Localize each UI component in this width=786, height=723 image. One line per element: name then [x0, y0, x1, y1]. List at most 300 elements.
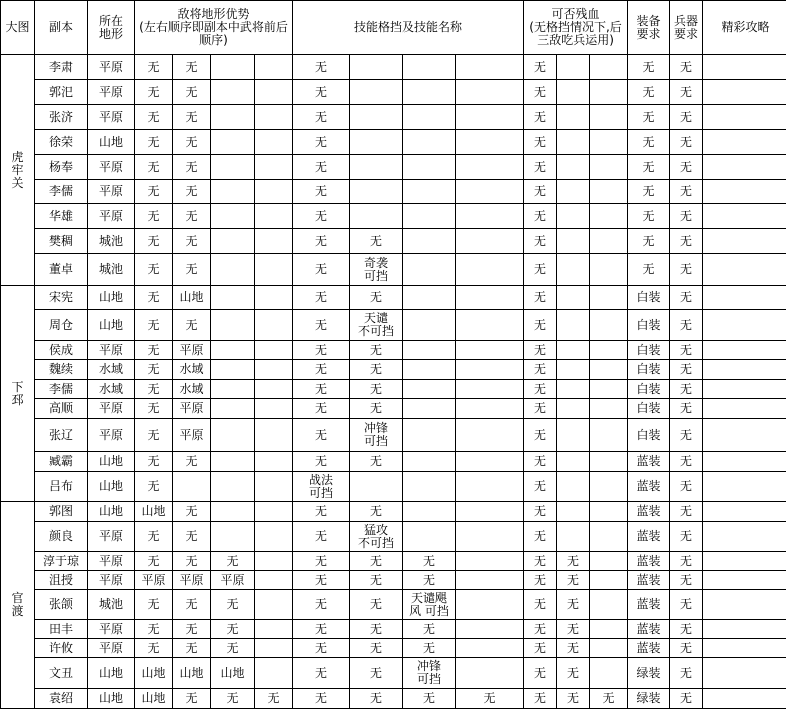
instance-name: 沮授 [35, 571, 88, 590]
enemy-terrain-cell [255, 286, 293, 310]
residual-cell [557, 180, 590, 204]
instance-terrain: 山地 [88, 452, 135, 472]
instance-name: 郭汜 [35, 80, 88, 105]
header-residual: 可否残血 (无格挡情况下,后三敌吃兵运用) [524, 1, 628, 55]
skill-cell: 猛攻 不可挡 [350, 522, 403, 552]
strategy-cell [703, 180, 786, 204]
skill-cell: 无 [293, 552, 350, 571]
enemy-terrain-cell: 山地 [211, 658, 255, 689]
enemy-terrain-cell: 无 [135, 552, 173, 571]
skill-cell [403, 229, 456, 254]
enemy-terrain-cell [211, 80, 255, 105]
residual-cell [590, 105, 628, 130]
skill-cell: 无 [350, 341, 403, 360]
skill-cell [456, 204, 524, 229]
equipment-cell: 蓝装 [628, 552, 670, 571]
skill-cell: 冲锋 可挡 [350, 419, 403, 452]
table-row [1, 204, 786, 229]
skill-cell: 无 [293, 502, 350, 522]
residual-cell: 无 [557, 590, 590, 620]
table-row [1, 522, 786, 552]
weapon-cell: 无 [670, 229, 703, 254]
residual-cell [557, 310, 590, 341]
instance-terrain: 平原 [88, 552, 135, 571]
residual-cell: 无 [557, 658, 590, 689]
weapon-cell: 无 [670, 180, 703, 204]
skill-cell: 冲锋 可挡 [403, 658, 456, 689]
residual-cell: 无 [524, 180, 557, 204]
skill-cell: 无 [293, 286, 350, 310]
residual-cell: 无 [557, 620, 590, 639]
enemy-terrain-cell [255, 310, 293, 341]
enemy-terrain-cell: 无 [135, 472, 173, 502]
enemy-terrain-cell: 平原 [211, 571, 255, 590]
residual-cell: 无 [524, 590, 557, 620]
enemy-terrain-cell [211, 419, 255, 452]
enemy-terrain-cell: 无 [173, 689, 211, 709]
residual-cell: 无 [524, 502, 557, 522]
enemy-terrain-cell [255, 552, 293, 571]
skill-cell [456, 552, 524, 571]
residual-cell: 无 [557, 639, 590, 658]
skill-cell [403, 341, 456, 360]
equipment-cell: 白装 [628, 286, 670, 310]
weapon-cell: 无 [670, 310, 703, 341]
enemy-terrain-cell [255, 658, 293, 689]
residual-cell: 无 [524, 419, 557, 452]
weapon-cell: 无 [670, 552, 703, 571]
skill-cell [456, 590, 524, 620]
instance-terrain: 平原 [88, 55, 135, 80]
instance-name: 袁绍 [35, 689, 88, 709]
residual-cell: 无 [524, 472, 557, 502]
residual-cell [590, 452, 628, 472]
enemy-terrain-cell: 无 [135, 639, 173, 658]
enemy-terrain-cell: 山地 [135, 502, 173, 522]
instance-name: 杨奉 [35, 155, 88, 180]
residual-cell [557, 380, 590, 399]
instance-name: 臧霸 [35, 452, 88, 472]
enemy-terrain-cell: 无 [173, 452, 211, 472]
skill-cell [403, 204, 456, 229]
table-row [1, 229, 786, 254]
enemy-terrain-cell [211, 130, 255, 155]
equipment-cell: 蓝装 [628, 590, 670, 620]
instance-name: 侯成 [35, 341, 88, 360]
enemy-terrain-cell: 无 [173, 204, 211, 229]
equipment-cell: 白装 [628, 380, 670, 399]
instance-terrain: 山地 [88, 502, 135, 522]
skill-cell [350, 472, 403, 502]
enemy-terrain-cell [211, 105, 255, 130]
enemy-terrain-cell [211, 360, 255, 380]
strategy-cell [703, 341, 786, 360]
enemy-terrain-cell: 山地 [173, 658, 211, 689]
enemy-terrain-cell: 无 [173, 155, 211, 180]
table-row [1, 254, 786, 286]
enemy-terrain-cell [211, 522, 255, 552]
residual-cell [557, 130, 590, 155]
residual-cell [590, 620, 628, 639]
residual-cell [590, 522, 628, 552]
strategy-cell [703, 639, 786, 658]
instance-name: 淳于琼 [35, 552, 88, 571]
skill-cell [403, 80, 456, 105]
header-region: 大图 [1, 1, 35, 55]
skill-cell: 无 [403, 689, 456, 709]
skill-cell: 天谴飓 风 可挡 [403, 590, 456, 620]
instance-terrain: 山地 [88, 130, 135, 155]
skill-cell [456, 472, 524, 502]
instance-name: 徐荣 [35, 130, 88, 155]
skill-cell: 无 [293, 590, 350, 620]
enemy-terrain-cell [211, 229, 255, 254]
skill-cell [456, 571, 524, 590]
strategy-cell [703, 399, 786, 419]
weapon-cell: 无 [670, 105, 703, 130]
skill-cell [403, 286, 456, 310]
table-row [1, 341, 786, 360]
table-row [1, 502, 786, 522]
residual-cell [557, 502, 590, 522]
instance-name: 樊稠 [35, 229, 88, 254]
enemy-terrain-cell [255, 399, 293, 419]
residual-cell [590, 399, 628, 419]
enemy-terrain-cell [255, 180, 293, 204]
skill-cell: 无 [350, 229, 403, 254]
residual-cell [590, 204, 628, 229]
enemy-terrain-cell [211, 380, 255, 399]
residual-cell [557, 472, 590, 502]
skill-cell: 无 [350, 360, 403, 380]
enemy-terrain-cell [211, 310, 255, 341]
weapon-cell: 无 [670, 55, 703, 80]
table-row [1, 689, 786, 709]
residual-cell: 无 [524, 571, 557, 590]
weapon-cell: 无 [670, 204, 703, 229]
enemy-terrain-cell: 无 [135, 399, 173, 419]
header-equipment: 装备 要求 [628, 1, 670, 55]
equipment-cell: 绿装 [628, 658, 670, 689]
instance-name: 董卓 [35, 254, 88, 286]
strategy-cell [703, 310, 786, 341]
instance-name: 李儒 [35, 180, 88, 204]
weapon-cell: 无 [670, 658, 703, 689]
residual-cell: 无 [557, 552, 590, 571]
enemy-terrain-cell: 无 [135, 55, 173, 80]
equipment-cell: 无 [628, 105, 670, 130]
instance-terrain: 山地 [88, 310, 135, 341]
weapon-cell: 无 [670, 571, 703, 590]
enemy-terrain-cell: 无 [173, 590, 211, 620]
enemy-terrain-cell [255, 55, 293, 80]
skill-cell [403, 452, 456, 472]
residual-cell [590, 571, 628, 590]
skill-cell: 无 [350, 689, 403, 709]
instance-terrain: 平原 [88, 105, 135, 130]
enemy-terrain-cell: 无 [135, 130, 173, 155]
skill-cell [403, 105, 456, 130]
skill-cell [403, 180, 456, 204]
skill-cell: 无 [293, 399, 350, 419]
strategy-cell [703, 452, 786, 472]
enemy-terrain-cell [255, 502, 293, 522]
skill-cell [456, 180, 524, 204]
residual-cell [557, 452, 590, 472]
skill-cell [456, 310, 524, 341]
weapon-cell: 无 [670, 689, 703, 709]
enemy-terrain-cell: 无 [135, 522, 173, 552]
residual-cell: 无 [524, 658, 557, 689]
enemy-terrain-cell [255, 419, 293, 452]
skill-cell [403, 155, 456, 180]
enemy-terrain-cell: 平原 [173, 419, 211, 452]
skill-cell: 无 [293, 380, 350, 399]
residual-cell [557, 419, 590, 452]
equipment-cell: 蓝装 [628, 452, 670, 472]
instance-terrain: 城池 [88, 590, 135, 620]
residual-cell: 无 [524, 620, 557, 639]
enemy-terrain-cell: 无 [135, 80, 173, 105]
residual-cell [590, 310, 628, 341]
enemy-terrain-cell [255, 155, 293, 180]
residual-cell [590, 502, 628, 522]
instance-terrain: 水域 [88, 360, 135, 380]
enemy-terrain-cell: 无 [173, 639, 211, 658]
equipment-cell: 蓝装 [628, 522, 670, 552]
residual-cell: 无 [524, 254, 557, 286]
residual-cell: 无 [524, 399, 557, 419]
table-row [1, 419, 786, 452]
residual-cell [557, 204, 590, 229]
equipment-cell: 无 [628, 155, 670, 180]
residual-cell [557, 399, 590, 419]
enemy-terrain-cell: 无 [135, 341, 173, 360]
residual-cell [590, 360, 628, 380]
residual-cell [557, 229, 590, 254]
skill-cell: 奇袭 可挡 [350, 254, 403, 286]
enemy-terrain-cell: 无 [135, 310, 173, 341]
skill-cell [350, 55, 403, 80]
weapon-cell: 无 [670, 155, 703, 180]
enemy-terrain-cell: 水域 [173, 380, 211, 399]
enemy-terrain-cell [255, 105, 293, 130]
skill-cell: 无 [403, 620, 456, 639]
residual-cell [590, 472, 628, 502]
strategy-cell [703, 254, 786, 286]
enemy-terrain-cell: 无 [173, 55, 211, 80]
enemy-terrain-cell [255, 80, 293, 105]
strategy-cell [703, 55, 786, 80]
instance-terrain: 平原 [88, 419, 135, 452]
strategy-cell [703, 689, 786, 709]
enemy-terrain-cell: 无 [173, 80, 211, 105]
skill-cell: 无 [293, 522, 350, 552]
enemy-terrain-cell: 无 [211, 552, 255, 571]
enemy-terrain-cell [173, 472, 211, 502]
skill-cell [350, 180, 403, 204]
skill-cell: 无 [350, 380, 403, 399]
residual-cell: 无 [524, 639, 557, 658]
skill-cell: 无 [293, 571, 350, 590]
skill-cell [403, 254, 456, 286]
enemy-terrain-cell [255, 590, 293, 620]
skill-cell [456, 452, 524, 472]
residual-cell [557, 341, 590, 360]
enemy-terrain-cell: 无 [211, 639, 255, 658]
residual-cell [590, 419, 628, 452]
strategy-cell [703, 658, 786, 689]
table-row [1, 472, 786, 502]
strategy-cell [703, 571, 786, 590]
residual-cell: 无 [524, 130, 557, 155]
instance-terrain: 平原 [88, 620, 135, 639]
residual-cell [557, 254, 590, 286]
skill-cell: 无 [350, 658, 403, 689]
enemy-terrain-cell [211, 155, 255, 180]
enemy-terrain-cell [211, 502, 255, 522]
skill-cell: 无 [403, 552, 456, 571]
skill-cell: 无 [350, 590, 403, 620]
skill-cell [456, 639, 524, 658]
skill-cell [350, 105, 403, 130]
instance-terrain: 平原 [88, 639, 135, 658]
equipment-cell: 无 [628, 55, 670, 80]
enemy-terrain-cell [211, 452, 255, 472]
enemy-terrain-cell [211, 180, 255, 204]
residual-cell [557, 155, 590, 180]
weapon-cell: 无 [670, 399, 703, 419]
weapon-cell: 无 [670, 472, 703, 502]
skill-cell: 无 [350, 286, 403, 310]
enemy-terrain-cell: 水域 [173, 360, 211, 380]
header-skills: 技能格挡及技能名称 [293, 1, 524, 55]
residual-cell: 无 [524, 286, 557, 310]
instance-terrain: 山地 [88, 472, 135, 502]
residual-cell [590, 155, 628, 180]
enemy-terrain-cell [255, 254, 293, 286]
region-name: 虎 牢 关 [1, 55, 35, 286]
strategy-cell [703, 522, 786, 552]
instance-terrain: 平原 [88, 80, 135, 105]
equipment-cell: 蓝装 [628, 502, 670, 522]
skill-cell: 无 [293, 180, 350, 204]
enemy-terrain-cell [211, 204, 255, 229]
skill-cell: 无 [350, 571, 403, 590]
table-row [1, 310, 786, 341]
enemy-terrain-cell: 无 [173, 229, 211, 254]
residual-cell: 无 [524, 55, 557, 80]
instance-terrain: 平原 [88, 399, 135, 419]
residual-cell [557, 55, 590, 80]
residual-cell: 无 [590, 689, 628, 709]
table-row [1, 155, 786, 180]
residual-cell [590, 639, 628, 658]
header-instance: 副本 [35, 1, 88, 55]
skill-cell [456, 105, 524, 130]
skill-cell: 无 [350, 552, 403, 571]
skill-cell [403, 502, 456, 522]
header-row [1, 1, 786, 55]
enemy-terrain-cell: 无 [135, 286, 173, 310]
equipment-cell: 蓝装 [628, 620, 670, 639]
skill-cell: 无 [293, 419, 350, 452]
residual-cell: 无 [524, 229, 557, 254]
residual-cell: 无 [524, 552, 557, 571]
enemy-terrain-cell: 无 [173, 502, 211, 522]
instance-name: 华雄 [35, 204, 88, 229]
enemy-terrain-cell [255, 130, 293, 155]
enemy-terrain-cell: 平原 [135, 571, 173, 590]
skill-cell: 无 [293, 310, 350, 341]
weapon-cell: 无 [670, 286, 703, 310]
strategy-cell [703, 360, 786, 380]
equipment-cell: 白装 [628, 399, 670, 419]
strategy-cell [703, 155, 786, 180]
enemy-terrain-cell [255, 522, 293, 552]
skill-cell [456, 55, 524, 80]
enemy-terrain-cell: 无 [135, 105, 173, 130]
skill-cell [403, 310, 456, 341]
skill-cell [403, 55, 456, 80]
enemy-terrain-cell: 无 [173, 254, 211, 286]
enemy-terrain-cell [211, 55, 255, 80]
enemy-terrain-cell [255, 204, 293, 229]
equipment-cell: 白装 [628, 419, 670, 452]
enemy-terrain-cell: 无 [135, 180, 173, 204]
enemy-terrain-cell [255, 452, 293, 472]
skill-cell: 无 [293, 689, 350, 709]
enemy-terrain-cell: 无 [211, 590, 255, 620]
instance-terrain: 城池 [88, 229, 135, 254]
skill-cell [456, 80, 524, 105]
enemy-terrain-cell: 无 [173, 552, 211, 571]
residual-cell: 无 [524, 522, 557, 552]
skill-cell [403, 360, 456, 380]
region-name: 官 渡 [1, 502, 35, 709]
skill-cell [456, 399, 524, 419]
strategy-cell [703, 552, 786, 571]
enemy-terrain-cell [255, 639, 293, 658]
equipment-cell: 蓝装 [628, 639, 670, 658]
equipment-cell: 蓝装 [628, 571, 670, 590]
enemy-terrain-cell: 无 [211, 689, 255, 709]
residual-cell [590, 254, 628, 286]
strategy-cell [703, 502, 786, 522]
table-row [1, 55, 786, 80]
residual-cell: 无 [524, 204, 557, 229]
instance-name: 张颌 [35, 590, 88, 620]
equipment-cell: 蓝装 [628, 472, 670, 502]
skill-cell [456, 620, 524, 639]
instance-name: 魏续 [35, 360, 88, 380]
skill-cell: 无 [403, 571, 456, 590]
enemy-terrain-cell [255, 341, 293, 360]
residual-cell: 无 [524, 452, 557, 472]
residual-cell: 无 [524, 105, 557, 130]
instance-name: 文丑 [35, 658, 88, 689]
strategy-cell [703, 419, 786, 452]
skill-cell [456, 658, 524, 689]
instance-name: 许攸 [35, 639, 88, 658]
skill-cell [403, 419, 456, 452]
header-terrain: 所在 地形 [88, 1, 135, 55]
instance-terrain: 水域 [88, 380, 135, 399]
skill-cell [456, 419, 524, 452]
residual-cell [557, 286, 590, 310]
skill-cell: 无 [293, 229, 350, 254]
instance-terrain: 平原 [88, 341, 135, 360]
